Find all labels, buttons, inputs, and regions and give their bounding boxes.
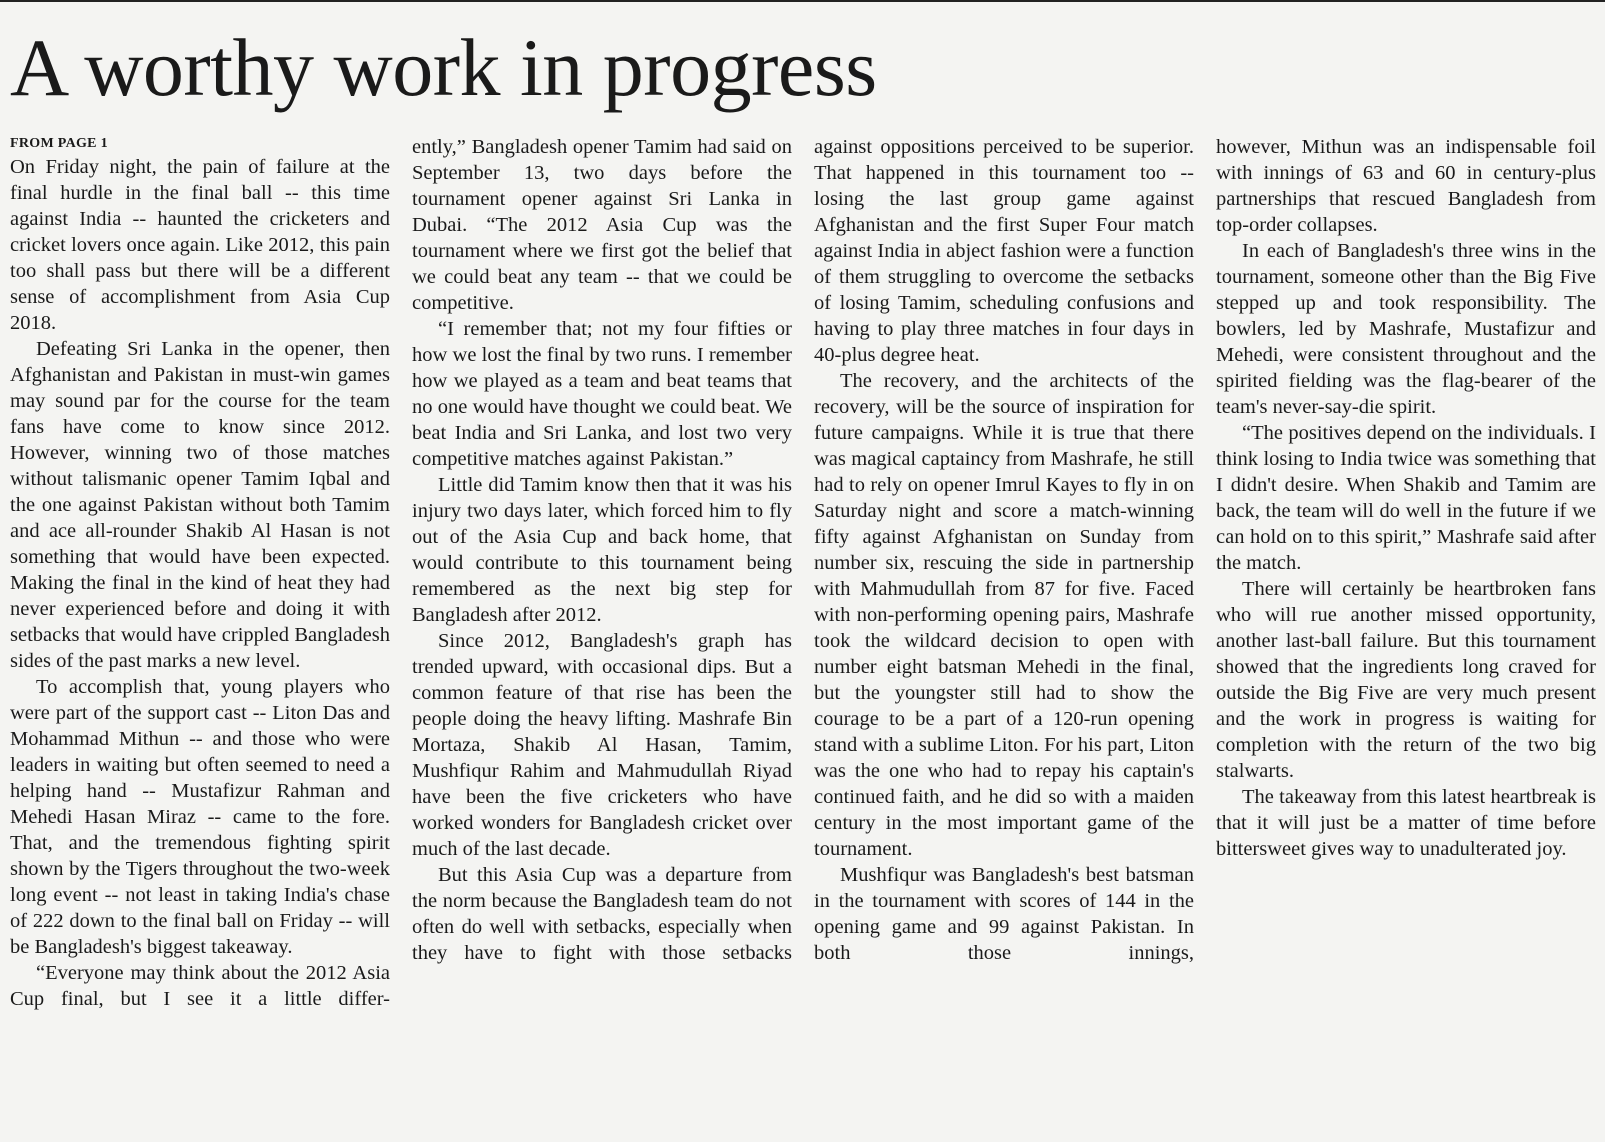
- paragraph: “I remember that; not my four fifties or how we lost the final by two runs. I remember how we played as a team and beat teams that no one would have thought we could beat. We beat India and Sri Lanka, and lost two very competitive matches against Pakistan.”: [412, 318, 792, 470]
- paragraph: Little did Tamim know then that it was his injury two days later, which forced him to fly out of the Asia Cup and back home, that would contribute to this tournament being remembered as the next big step for Bangladesh after 2012.: [412, 474, 792, 626]
- top-rule: [0, 0, 1605, 2]
- paragraph: however, Mithun was an indispensable foil with innings of 63 and 60 in century-plus partnerships that rescued Bangladesh from top-order collapses.: [1216, 136, 1596, 236]
- column-1: [10, 134, 390, 1138]
- from-page-kicker: FROM PAGE 1: [10, 136, 108, 151]
- paragraph: To accomplish that, young players who were part of the support cast -- Liton Das and Mohammad Mithun -- and those who were leaders in waiting but often seemed to need a helping hand -- Mustafizur Rahman and Mehedi Hasan Miraz -- came to the fore. That, and the tremendous fighting spirit shown by the Tigers throughout the two-week long event -- not least in taking India's chase of 222 down to the final ball on Friday -- will be Bangladesh's biggest takeaway.: [10, 676, 390, 958]
- paragraph: ently,” Bangladesh opener Tamim had said on September 13, two days before the tournament opener against Sri Lanka in Dubai. “The 2012 Asia Cup was the tournament where we first got the belief that we could beat any team -- that we could be competitive.: [412, 136, 792, 314]
- column-4: [1216, 134, 1596, 1138]
- paragraph: In each of Bangladesh's three wins in the tournament, someone other than the Big Five stepped up and took responsibility. The bowlers, led by Mashrafe, Mustafizur and Mehedi, were consistent throughout and the spirited fielding was the flag-bearer of the team's never-say-die spirit.: [1216, 240, 1596, 418]
- article-body: [10, 134, 1600, 1138]
- paragraph: Mushfiqur was Bangladesh's best batsman in the tournament with scores of 144 in the opening game and 99 against Pakistan. In both those innings,: [814, 864, 1194, 964]
- headline: A worthy work in progress: [10, 22, 877, 113]
- paragraph: Since 2012, Bangladesh's graph has trended upward, with occasional dips. But a common feature of that rise has been the people doing the heavy lifting. Mashrafe Bin Mortaza, Shakib Al Hasan, Tamim, Mushfiqur Rahim and Mahmudullah Riyad have been the five cricketers who have worked wonders for Bangladesh cricket over much of the last decade.: [412, 630, 792, 860]
- paragraph: “Everyone may think about the 2012 Asia Cup final, but I see it a little differ-: [10, 962, 390, 1010]
- paragraph: against oppositions perceived to be superior. That happened in this tournament too -- losing the last group game against Afghanistan and the first Super Four match against India in abject fashion were a function of them struggling to overcome the setbacks of losing Tamim, scheduling confusions and having to play three matches in four days in 40-plus degree heat.: [814, 136, 1194, 366]
- paragraph: On Friday night, the pain of failure at the final hurdle in the final ball -- this time against India -- haunted the cricketers and cricket lovers once again. Like 2012, this pain too shall pass but there will be a different sense of accomplishment from Asia Cup 2018.: [10, 156, 390, 334]
- paragraph: Defeating Sri Lanka in the opener, then Afghanistan and Pakistan in must-win games may sound par for the course for the team fans have come to know since 2012. However, winning two of those matches without talismanic opener Tamim Iqbal and the one against Pakistan without both Tamim and ace all-rounder Shakib Al Hasan is not something that would have been expected. Making the final in the kind of heat they had never experienced before and doing it with setbacks that would have crippled Bangladesh sides of the past marks a new level.: [10, 338, 390, 672]
- column-2: [412, 134, 792, 1138]
- paragraph: There will certainly be heartbroken fans who will rue another missed opportunity, another last-ball failure. But this tournament showed that the ingredients long craved for outside the Big Five are very much present and the work in progress is waiting for completion with the return of the two big stalwarts.: [1216, 578, 1596, 782]
- paragraph: “The positives depend on the individuals. I think losing to India twice was something that I didn't desire. When Shakib and Tamim are back, the team will do well in the future if we can hold on to this spirit,” Mashrafe said after the match.: [1216, 422, 1596, 574]
- paragraph: The takeaway from this latest heartbreak is that it will just be a matter of time before bittersweet gives way to unadulterated joy.: [1216, 786, 1596, 860]
- paragraph: But this Asia Cup was a departure from the norm because the Bangladesh team do not often do well with setbacks, especially when they have to fight with those setbacks: [412, 864, 792, 964]
- column-3: [814, 134, 1194, 1138]
- paragraph: The recovery, and the architects of the recovery, will be the source of inspiration for future campaigns. While it is true that there was magical captaincy from Mashrafe, he still had to rely on opener Imrul Kayes to fly in on Saturday night and score a match-winning fifty against Afghanistan on Sunday from number six, rescuing the side in partnership with Mahmudullah from 87 for five. Faced with non-performing opening pairs, Mashrafe took the wildcard decision to open with number eight batsman Mehedi in the final, but the youngster still had to show the courage to be a part of a 120-run opening stand with a sublime Liton. For his part, Liton was the one who had to repay his captain's continued faith, and he did so with a maiden century in the most important game of the tournament.: [814, 370, 1194, 860]
